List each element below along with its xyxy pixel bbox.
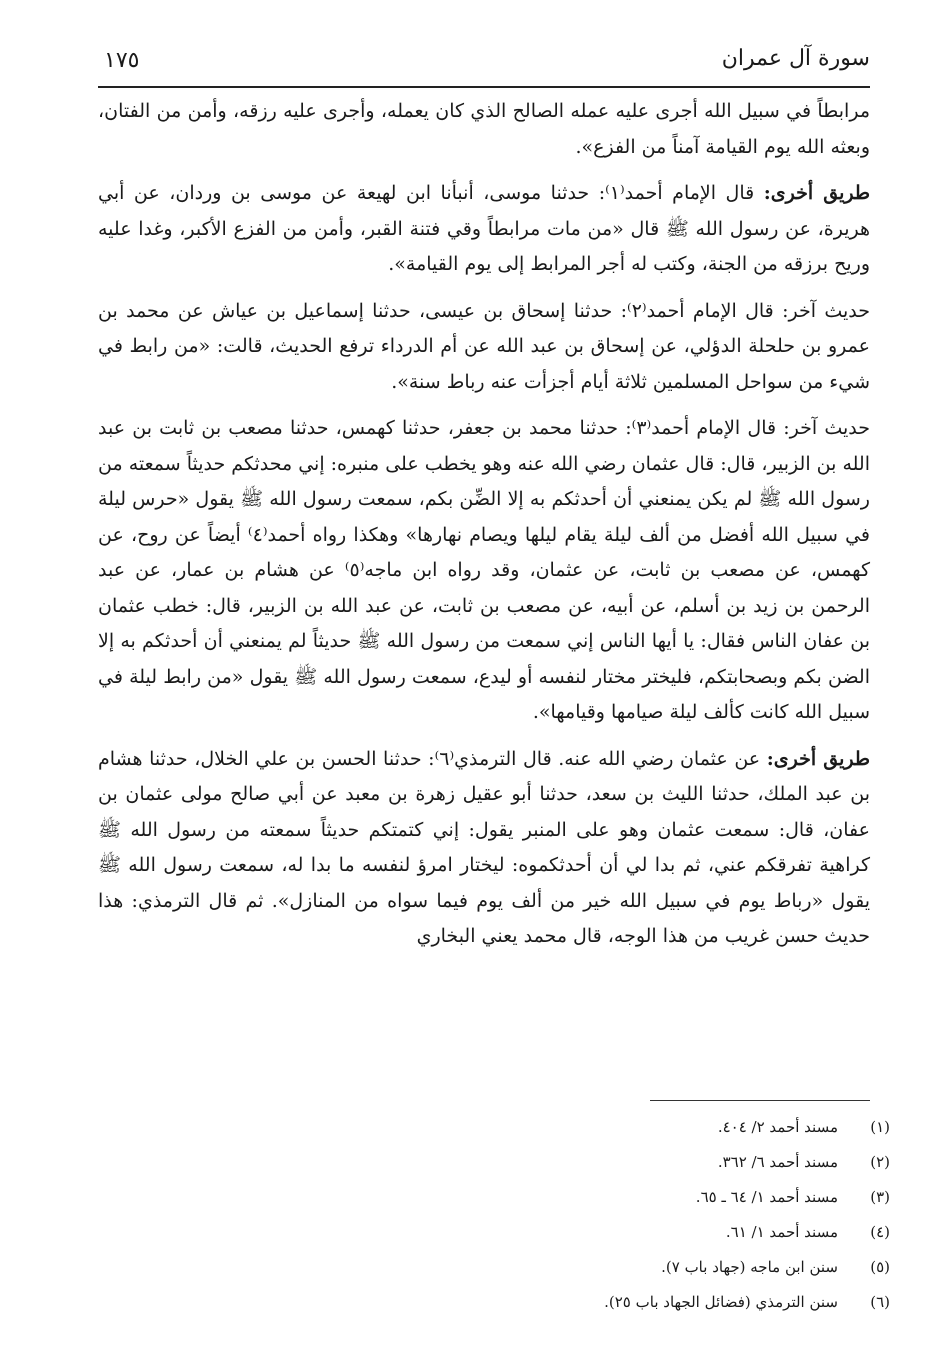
footnote-number: (٥) <box>870 1258 890 1276</box>
paragraph-5 <box>98 742 870 955</box>
footnote-text: مسند أحمد ٦/ ٣٦٢. <box>717 1153 838 1171</box>
footnote-2 <box>190 1145 890 1180</box>
footnote-number: (٤) <box>870 1223 890 1241</box>
footnote-text: مسند أحمد ١/ ٦٤ ـ ٦٥. <box>695 1188 838 1206</box>
paragraph-4 <box>98 411 870 731</box>
footnote-number: (٦) <box>870 1293 890 1311</box>
paragraph-1 <box>98 94 870 165</box>
footnote-rule <box>650 1100 870 1101</box>
paragraph-3 <box>98 294 870 401</box>
footnotes <box>190 1110 890 1320</box>
main-text <box>98 94 870 955</box>
footnote-number: (٢) <box>870 1153 890 1171</box>
page-number: ١٧٥ <box>104 48 140 73</box>
surah-title: سورة آل عمران <box>721 46 870 71</box>
footnote-text: سنن الترمذي (فضائل الجهاد باب ٢٥). <box>604 1293 838 1311</box>
footnote-number: (١) <box>870 1118 890 1136</box>
footnote-3 <box>190 1180 890 1215</box>
footnote-4 <box>190 1215 890 1250</box>
paragraph-text: قال الإمام أحمد⁽١⁾: حدثنا موسى، أنبأنا ابن لهيعة عن موسى بن وردان، عن أبي هريرة، عن رسول الله ﷺ قال «من مات مرابطاً وقي فتنة القبر، وأمن من الفزع الأكبر، وغدا عليه وريح برزقه من الجنة، وكتب له أجر المرابط إلى يوم القيامة». <box>98 182 870 275</box>
footnote-6 <box>190 1285 890 1320</box>
footnote-text: مسند أحمد ١/ ٦١. <box>725 1223 838 1241</box>
paragraph-lead: طريق أخرى: <box>766 747 870 770</box>
running-head <box>98 40 870 86</box>
paragraph-text: مرابطاً في سبيل الله أجرى عليه عمله الصالح الذي كان يعمله، وأجرى عليه رزقه، وأمن من الفتان، وبعثه الله يوم القيامة آمناً من الفزع». <box>98 100 870 158</box>
paragraph-text: حديث آخر: قال الإمام أحمد⁽٣⁾: حدثنا محمد بن جعفر، حدثنا كهمس، حدثنا مصعب بن ثابت بن عبد الله بن الزبير، قال: قال عثمان رضي الله عنه وهو يخطب على منبره: إني محدثكم حديثاً سمعته من رسول الله ﷺ لم يكن يمنعني أن أحدثكم به إلا الضِّن بكم، سمعت رسول الله ﷺ يقول «حرس ليلة في سبيل الله أفضل من ألف ليلة يقام ليلها ويصام نهارها» وهكذا رواه أحمد⁽٤⁾ أيضاً عن روح، عن كهمس، عن مصعب بن ثابت، عن عثمان، وقد رواه ابن ماجه⁽٥⁾ عن هشام بن عمار، عن عبد الرحمن بن زيد بن أسلم، عن أبيه، عن مصعب بن ثابت، عن عبد الله بن الزبير، قال: خطب عثمان بن عفان الناس فقال: يا أيها الناس إني سمعت من رسول الله ﷺ حديثاً لم يمنعني أن أحدثكم به إلا الضن بكم وبصحابتكم، فليختر مختار لنفسه أو ليدع، سمعت رسول الله ﷺ يقول «من رابط ليلة في سبيل الله كانت كألف ليلة صيامها وقيامها». <box>98 417 870 723</box>
paragraph-2 <box>98 176 870 283</box>
paragraph-text: حديث آخر: قال الإمام أحمد⁽٢⁾: حدثنا إسحاق بن عيسى، حدثنا إسماعيل بن عياش عن محمد بن عمرو بن حلحلة الدؤلي، عن إسحاق بن عبد الله عن أم الدرداء ترفع الحديث، قالت: «من رابط في شيء من سواحل المسلمين ثلاثة أيام أجزأت عنه رباط سنة». <box>98 299 870 393</box>
footnote-number: (٣) <box>870 1188 890 1206</box>
header-rule <box>98 86 870 88</box>
footnote-5 <box>190 1250 890 1285</box>
paragraph-text: عن عثمان رضي الله عنه. قال الترمذي⁽٦⁾: حدثنا الحسن بن علي الخلال، حدثنا هشام بن عبد الملك، حدثنا الليث بن سعد، حدثنا أبو عقيل زهرة بن معبد عن أبي صالح مولى عثمان بن عفان، قال: سمعت عثمان وهو على المنبر يقول: إني كتمتكم حديثاً سمعته من رسول الله ﷺ كراهية تفرقكم عني، ثم بدا لي أن أحدثكموه: ليختار امرؤ لنفسه ما بدا له، سمعت رسول الله ﷺ يقول «رباط يوم في سبيل الله خير من ألف يوم فيما سواه من المنازل». ثم قال الترمذي: هذا حديث حسن غريب من هذا الوجه، قال محمد يعني البخاري <box>98 747 870 947</box>
footnote-text: مسند أحمد ٢/ ٤٠٤. <box>717 1118 838 1136</box>
footnote-text: سنن ابن ماجه (جهاد باب ٧). <box>661 1258 838 1276</box>
footnote-1 <box>190 1110 890 1145</box>
paragraph-lead: طريق أخرى: <box>763 182 870 204</box>
